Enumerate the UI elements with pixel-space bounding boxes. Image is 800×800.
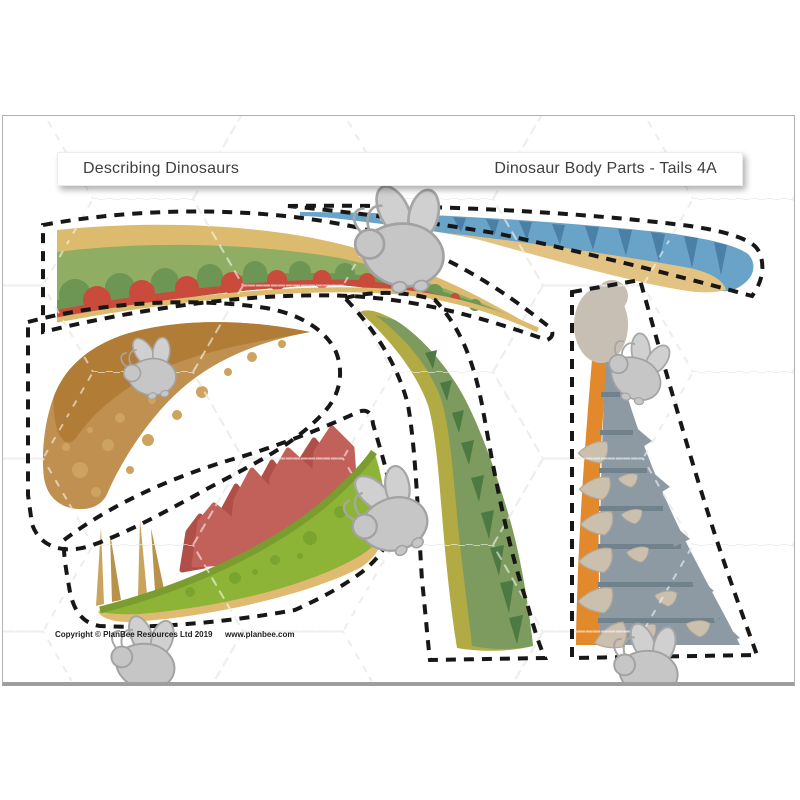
copyright-text: Copyright © PlanBee Resources Ltd 2019 — [55, 630, 213, 639]
lesson-title: Describing Dinosaurs — [83, 160, 240, 177]
sheet-title: Dinosaur Body Parts - Tails 4A — [494, 160, 717, 177]
worksheet-header — [57, 152, 743, 186]
worksheet-page — [2, 115, 795, 686]
website-text: www.planbee.com — [225, 630, 295, 639]
worksheet-canvas — [2, 115, 795, 686]
